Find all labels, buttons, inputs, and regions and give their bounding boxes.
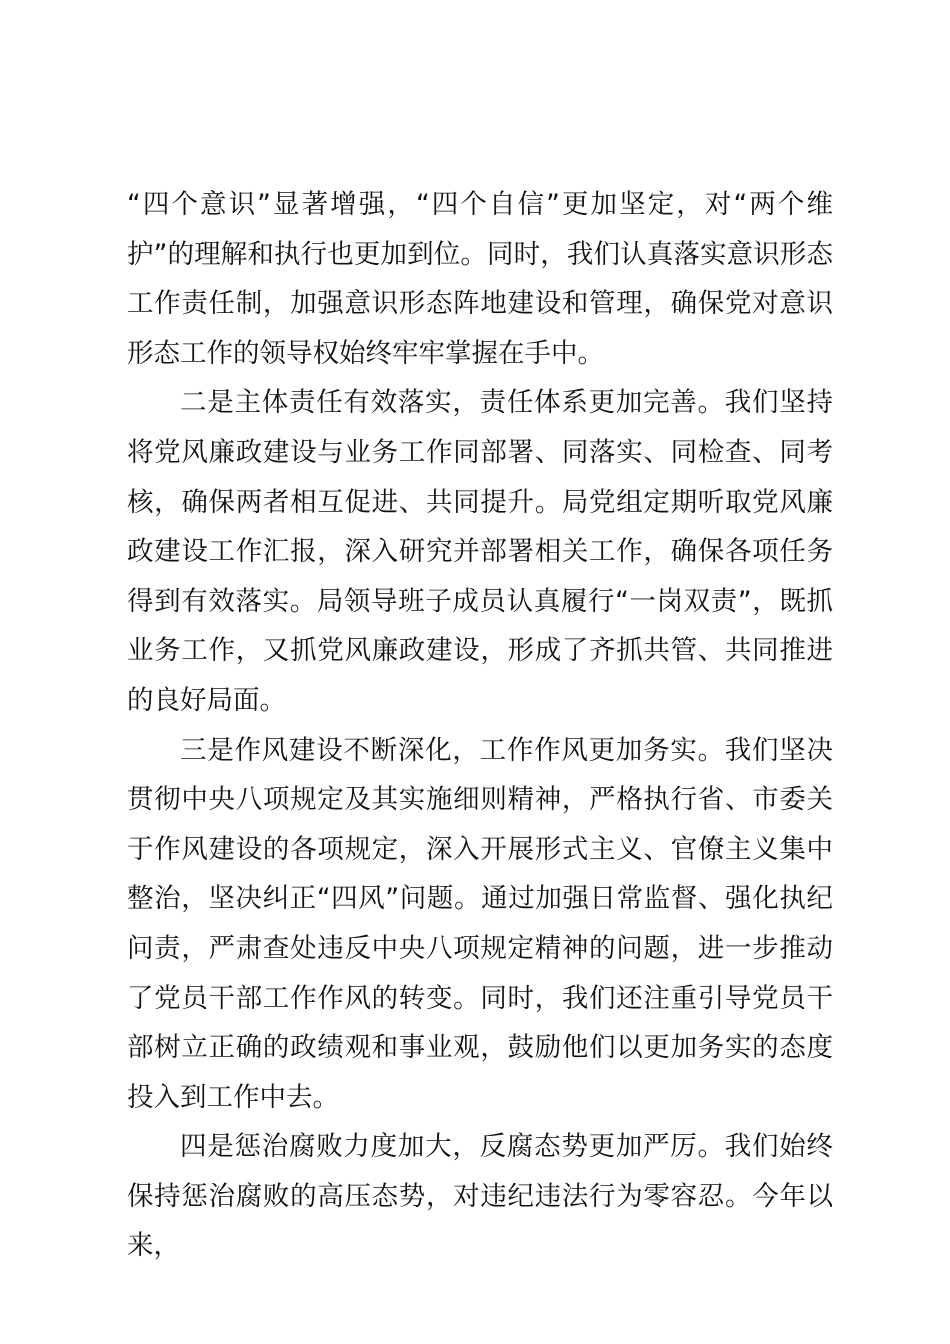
paragraph-anti-corruption: 四是惩治腐败力度加大，反腐态势更加严厉。我们始终保持惩治腐败的高压态势，对违纪违法行为零容忍。今年以来， (127, 1131, 833, 1262)
paragraph-responsibility: 二是主体责任有效落实，责任体系更加完善。我们坚持将党风廉政建设与业务工作同部署、同落实、同检查、同考核，确保两者相互促进、共同提升。局党组定期听取党风廉政建设工作汇报，深入研究并部署相关工作，确保各项任务得到有效落实。局领导班子成员认真履行“一岗双责”，既抓业务工作，又抓党风廉政建设，形成了齐抓共管、共同推进的良好局面。 (127, 387, 833, 716)
document-body (127, 180, 833, 1271)
paragraph-work-style: 三是作风建设不断深化，工作作风更加务实。我们坚决贯彻中央八项规定及其实施细则精神，严格执行省、市委关于作风建设的各项规定，深入开展形式主义、官僚主义集中整治，坚决纠正“四风”问题。通过加强日常监督、强化执纪问责，严肃查处违反中央八项规定精神的问题，进一步推动了党员干部工作作风的转变。同时，我们还注重引导党员干部树立正确的政绩观和事业观，鼓励他们以更加务实的态度投入到工作中去。 (127, 734, 833, 1113)
paragraph-ideology: “四个意识”显著增强，“四个自信”更加坚定，对“两个维护”的理解和执行也更加到位。同时，我们认真落实意识形态工作责任制，加强意识形态阵地建设和管理，确保党对意识形态工作的领导权始终牢牢掌握在手中。 (127, 189, 833, 369)
